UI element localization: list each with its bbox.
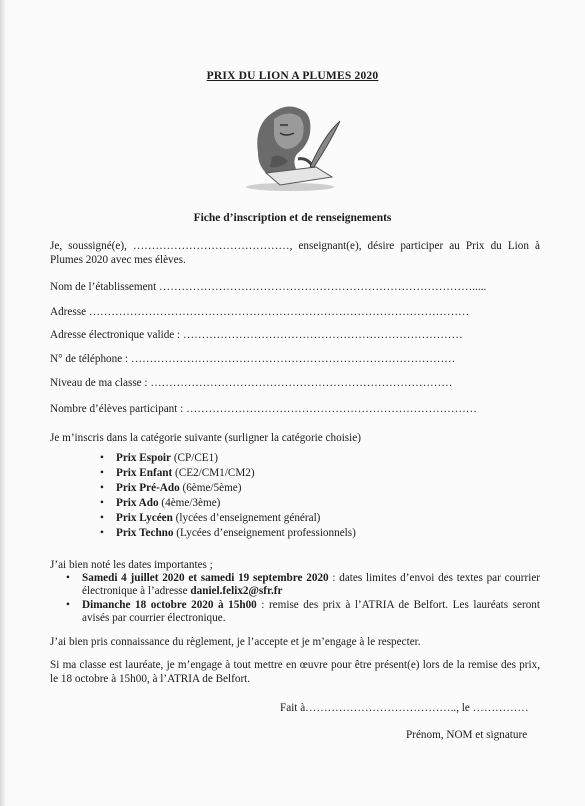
contact-email: daniel.felix2@sfr.fr bbox=[190, 585, 283, 597]
list-item: • Prix Ado (4ème/3ème) bbox=[100, 496, 356, 511]
list-item: • Prix Lycéen (lycées d’enseignement général) bbox=[100, 511, 356, 526]
lion-writing-logo bbox=[236, 95, 344, 193]
categories-intro: Je m’inscris dans la catégorie suivante (surligner la catégorie choisie) bbox=[50, 432, 361, 444]
important-dates-list bbox=[66, 572, 540, 626]
dates-intro: J’ai bien noté les dates importantes ; bbox=[50, 559, 213, 571]
field-nombre-eleves: Nombre d’élèves participant : …………………………………………………………………… bbox=[50, 403, 477, 415]
field-telephone: N° de téléphone : …………………………………………………………………………… bbox=[50, 353, 456, 365]
field-email: Adresse électronique valide : ………………………………………………………………… bbox=[50, 329, 463, 341]
field-niveau: Niveau de ma classe : ……………………………………………………………………… bbox=[50, 377, 453, 389]
document-title: PRIX DU LION A PLUMES 2020 bbox=[206, 70, 379, 82]
intro-paragraph: Je, soussigné(e), ……………………………………, enseignant(e), désire participer au Prix du Lion à Plumes 2020 avec mes élèves. bbox=[50, 240, 540, 266]
fait-a-line: Fait à………………………………….., le …………… bbox=[280, 702, 529, 714]
field-adresse: Adresse ………………………………………………………………………………………… bbox=[50, 306, 470, 318]
laureate-paragraph: Si ma classe est lauréate, je m’engage à tout mettre en œuvre pour être présent(e) lors de la remise des prix, le 18 octobre à 15h00, à l’ATRIA de Belfort. bbox=[50, 659, 540, 685]
field-etablissement: Nom de l’établissement …………………………………………………………………………..... bbox=[50, 281, 487, 293]
form-subtitle: Fiche d’inscription et de renseignements bbox=[193, 212, 392, 224]
scan-edge bbox=[0, 0, 6, 806]
category-list bbox=[100, 451, 356, 541]
reglement-paragraph: J’ai bien pris connaissance du règlement, je l’accepte et je m’engage à le respecter. bbox=[50, 636, 421, 648]
list-item: • Dimanche 18 octobre 2020 à 15h00 : remise des prix à l’ATRIA de Belfort. Les lauréats seront avisés par courrier électronique. bbox=[66, 599, 540, 625]
list-item: • Prix Enfant (CE2/CM1/CM2) bbox=[100, 466, 356, 481]
list-item: • Prix Espoir (CP/CE1) bbox=[100, 451, 356, 466]
list-item: • Samedi 4 juillet 2020 et samedi 19 septembre 2020 : dates limites d’envoi des textes par courrier électronique à l’adresse daniel.felix2@sfr.fr bbox=[66, 572, 540, 598]
list-item: • Prix Techno (Lycées d’enseignement professionnels) bbox=[100, 526, 356, 541]
list-item: • Prix Pré-Ado (6ème/5ème) bbox=[100, 481, 356, 496]
signature-label: Prénom, NOM et signature bbox=[406, 729, 528, 741]
